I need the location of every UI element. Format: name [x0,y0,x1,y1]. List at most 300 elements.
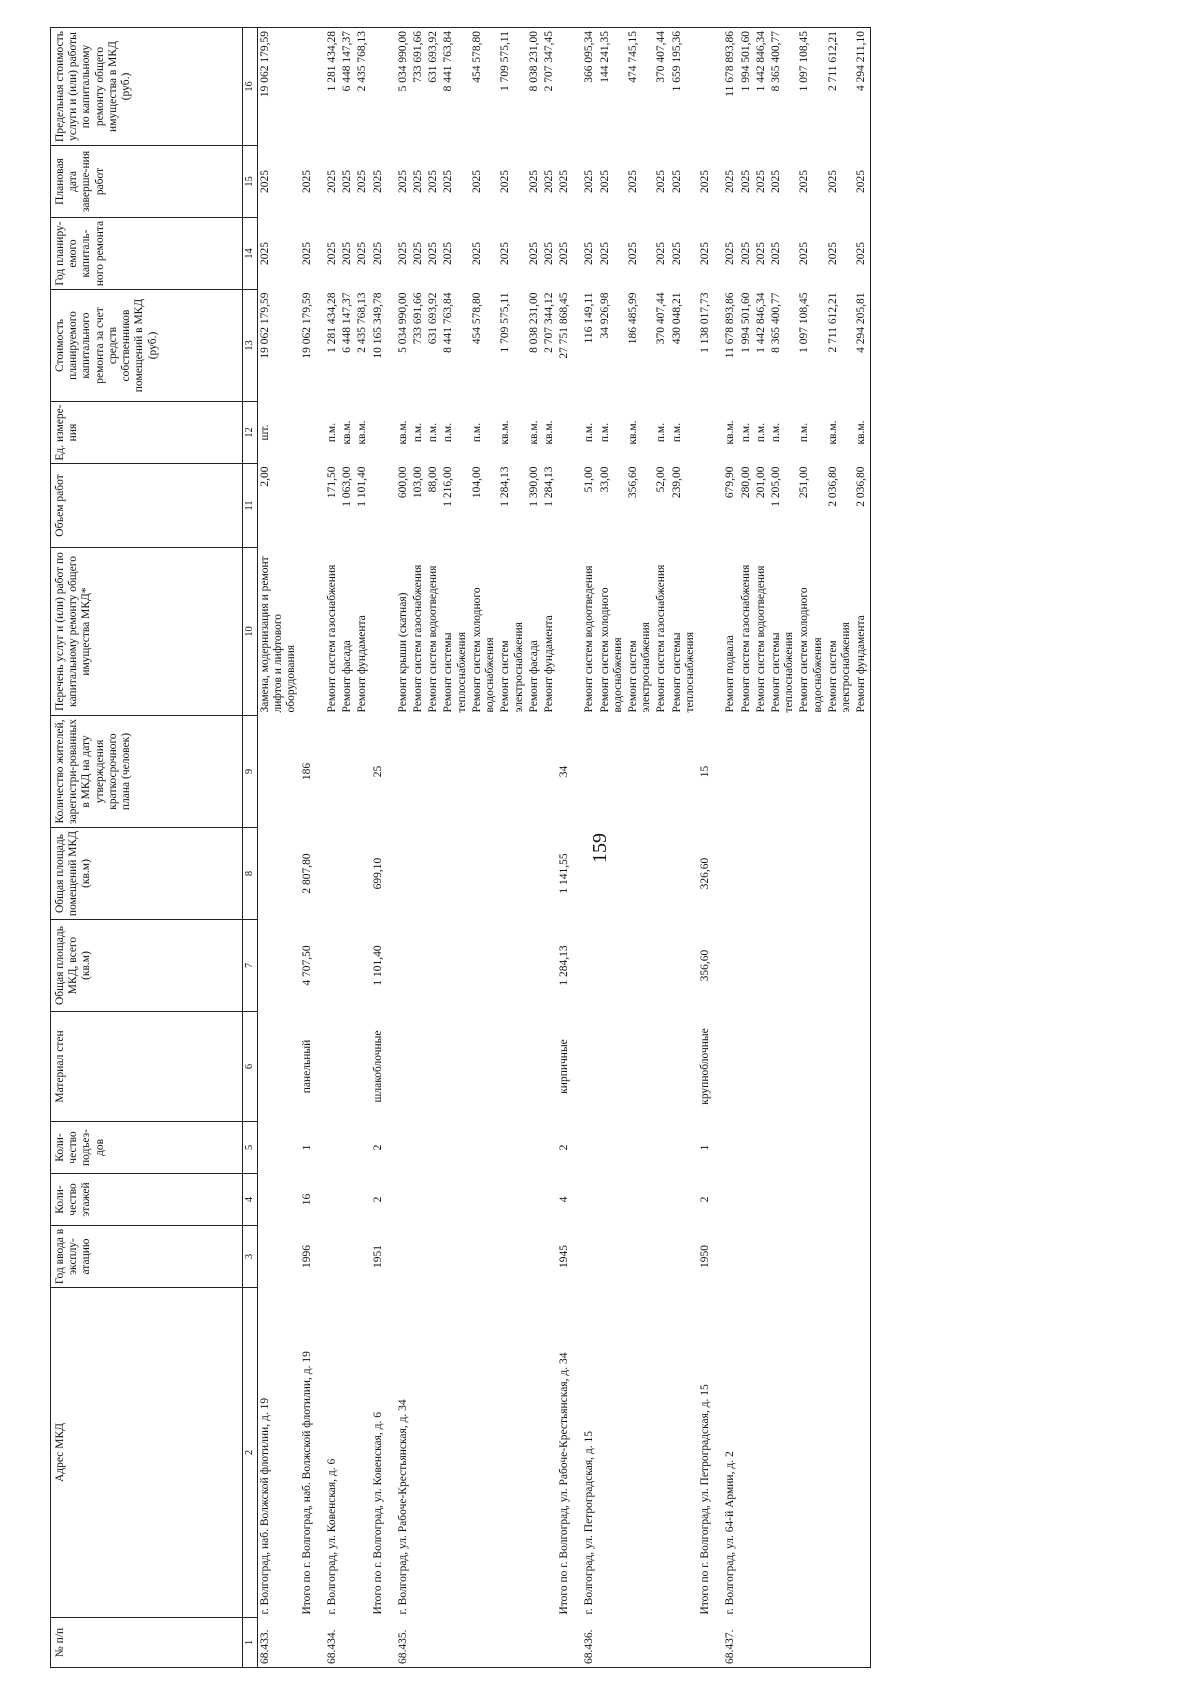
cell-unit: п.м. [754,422,767,443]
cell-planned-cost: 6 448 147,37 [341,292,354,353]
cell-work-volume: 679,90 [724,466,737,499]
cell-total-area [340,920,355,1012]
cell-planned-cost: 430 048,21 [670,292,683,345]
col-header-premises-area: Общая площадь помещений МКД (кв.м) [51,828,243,920]
cell-year-commissioned [542,1226,557,1288]
gap-cell [386,146,396,218]
cell-year-commissioned [582,1226,597,1288]
cell-unit: п.м. [739,422,752,443]
cell-planned-cost: 5 034 990,00 [396,292,409,353]
cell-max-cost: 1 994 501,60 [739,28,754,146]
gap-cell [713,402,723,464]
cell-work-type: Ремонт систем газоснабжения [325,564,338,713]
cell-wall-material [258,1012,300,1122]
gap-cell [315,402,325,464]
cell-residents: 186 [300,762,313,781]
cell-total-area: 4 707,50 [300,945,313,986]
cell-year-commissioned [826,1226,854,1288]
cell-row-number [441,1618,469,1668]
cell-max-cost: 11 678 893,86 [723,28,738,146]
cell-work-volume: 1 390,00 [527,466,540,507]
cell-residents [441,716,469,828]
col-header-wall-material: Материал стен [51,1012,243,1122]
cell-premises-area [542,828,557,920]
cell-unit: кв.м. [542,420,555,445]
cell-year-commissioned [854,1226,870,1288]
cell-total-area: 1 284,13 [558,945,571,986]
table-body [258,28,871,1668]
cell-unit: п.м. [655,422,668,443]
cell-row-number [300,1618,315,1668]
cell-work-volume: 239,00 [670,466,683,499]
cell-floors [598,1174,626,1226]
cell-year-commissioned [797,1226,825,1288]
gap-cell [315,548,325,716]
cell-work-type: Ремонт систем водоотведения [754,565,767,713]
gap-cell [572,290,582,402]
cell-max-cost: 2 707 347,45 [542,28,557,146]
cell-address: Итого по г. Волгоград, наб. Волжской флотилии, д. 19 [300,1351,313,1615]
cell-work-volume: 600,00 [396,466,409,499]
cell-wall-material [396,1012,411,1122]
cell-total-area [258,920,300,1012]
cell-premises-area [626,828,654,920]
cell-repair-year: 2025 [356,242,369,265]
cell-total-area [582,920,597,1012]
cell-max-cost: 1 281 434,28 [325,28,340,146]
table-row [542,28,557,1668]
cell-floors [826,1174,854,1226]
col-header-number: № п/п [51,1618,243,1668]
cell-planned-cost: 454 578,80 [470,292,483,345]
cell-work-volume: 2 036,80 [854,464,870,548]
cell-year-commissioned [527,1226,542,1288]
cell-premises-area [769,828,797,920]
column-number: 11 [243,464,258,548]
cell-address [340,1288,355,1618]
cell-row-number [854,1618,870,1668]
cell-wall-material [542,1012,557,1122]
cell-address [527,1288,542,1618]
cell-residents [739,716,754,828]
cell-entrances [670,1122,698,1174]
cell-floors [340,1174,355,1226]
column-number: 1 [243,1618,258,1668]
column-number: 6 [243,1012,258,1122]
table-row [355,28,370,1668]
col-header-planned-cost: Стоимость планируемого капитального ремонта за счет средств собственников помещений в МКД (руб.) [51,290,243,402]
cell-planned-cost: 10 165 349,78 [371,292,384,359]
cell-row-number [542,1618,557,1668]
cell-address [797,1288,825,1618]
cell-wall-material [769,1012,797,1122]
column-number: 8 [243,828,258,920]
cell-max-cost: 474 745,15 [626,28,654,146]
gap-cell [386,1226,396,1288]
cell-total-area [441,920,469,1012]
cell-wall-material [340,1012,355,1122]
cell-work-volume: 1 101,40 [356,466,369,507]
cell-year-commissioned [754,1226,769,1288]
cell-max-cost: 144 241,35 [598,28,626,146]
cell-repair-year: 2025 [371,242,384,265]
table-row [769,28,797,1668]
cell-wall-material [654,1012,669,1122]
cell-floors [441,1174,469,1226]
cell-completion-date: 2025 [724,170,737,193]
cell-address [670,1288,698,1618]
cell-repair-year: 2025 [396,242,409,265]
cell-entrances [769,1122,797,1174]
cell-premises-area [355,828,370,920]
cell-work-volume: 1 284,13 [499,466,512,507]
column-number: 16 [243,28,258,146]
cell-wall-material [797,1012,825,1122]
column-number: 13 [243,290,258,402]
cell-row-number [797,1618,825,1668]
cell-planned-cost: 4 294 205,81 [854,290,870,402]
cell-premises-area: 326,60 [699,857,712,890]
cell-wall-material [826,1012,854,1122]
gap-cell [315,218,325,290]
row-gap [572,28,582,1668]
column-number: 12 [243,402,258,464]
cell-wall-material [854,1012,870,1122]
cell-premises-area [754,828,769,920]
gap-cell [315,1226,325,1288]
cell-residents [411,716,426,828]
cell-premises-area [325,828,340,920]
cell-entrances: 2 [558,1144,571,1151]
cell-planned-cost: 186 485,99 [627,292,640,345]
row-gap [713,28,723,1668]
cell-total-area [797,920,825,1012]
cell-max-cost: 366 095,34 [582,28,597,146]
cell-max-cost: 2 435 768,13 [355,28,370,146]
cell-entrances [470,1122,498,1174]
cell-floors [396,1174,411,1226]
cell-entrances [654,1122,669,1174]
gap-cell [713,464,723,548]
cell-work-volume [557,464,572,548]
cell-premises-area [470,828,498,920]
cell-entrances [797,1122,825,1174]
table-row [325,28,340,1668]
gap-cell [386,1174,396,1226]
cell-completion-date: 2025 [527,170,540,193]
gap-cell [572,402,582,464]
cell-completion-date: 2025 [854,146,870,218]
cell-total-area [527,920,542,1012]
gap-cell [713,290,723,402]
table-row [723,28,738,1668]
cell-max-cost: 5 034 990,00 [396,28,411,146]
table-row [582,28,597,1668]
cell-work-volume: 201,00 [754,466,767,499]
cell-entrances [527,1122,542,1174]
cell-year-commissioned [498,1226,526,1288]
total-row [371,28,386,1668]
cell-unit: кв.м. [341,420,354,445]
cell-residents: 25 [371,765,384,778]
cell-entrances [498,1122,526,1174]
cell-premises-area: 699,10 [371,857,384,890]
table-row [470,28,498,1668]
cell-row-number [340,1618,355,1668]
cell-total-area [411,920,426,1012]
cell-entrances [355,1122,370,1174]
cell-row-number [698,1618,713,1668]
cell-premises-area [598,828,626,920]
cell-work-volume: 251,00 [798,466,811,499]
cell-premises-area [426,828,441,920]
cell-unit: п.м. [470,422,483,443]
cell-year-commissioned [411,1226,426,1288]
page-number: 159 [589,833,611,863]
table-row [411,28,426,1668]
cell-planned-cost: 1 281 434,28 [325,292,338,353]
cell-completion-date: 2025 [699,170,712,193]
cell-year-commissioned [723,1226,738,1288]
cell-entrances [723,1122,738,1174]
col-header-completion-date: Плановая дата заверше-ния работ [51,146,243,218]
cell-total-area [626,920,654,1012]
cell-year-commissioned: 1950 [699,1245,712,1268]
gap-cell [713,1012,723,1122]
cell-repair-year: 2025 [739,242,752,265]
cell-premises-area [670,828,698,920]
cell-max-cost: 1 097 108,45 [797,28,825,146]
cell-residents [670,716,698,828]
cell-address [411,1288,426,1618]
cell-floors [470,1174,498,1226]
cell-completion-date: 2025 [411,170,424,193]
cell-wall-material [626,1012,654,1122]
gap-cell [386,716,396,828]
gap-cell [386,28,396,146]
cell-completion-date: 2025 [558,170,571,193]
cell-completion-date: 2025 [655,170,668,193]
cell-wall-material [670,1012,698,1122]
col-header-max-cost: Предельная стоимость услуги и (или) работы по капитальному ремонту общего имущества в МКД (руб.) [51,28,243,146]
col-header-total-area: Общая площадь МКД, всего (кв.м) [51,920,243,1012]
cell-wall-material: шлакоблочные [371,1030,384,1103]
cell-year-commissioned: 1996 [300,1245,313,1268]
cell-wall-material [470,1012,498,1122]
cell-planned-cost: 2 435 768,13 [356,292,369,353]
cell-floors: 16 [300,1193,313,1206]
cell-entrances [582,1122,597,1174]
cell-row-number [498,1618,526,1668]
column-number: 10 [243,548,258,716]
cell-entrances [598,1122,626,1174]
cell-entrances [826,1122,854,1174]
gap-cell [386,1012,396,1122]
cell-repair-year: 2025 [341,242,354,265]
cell-planned-cost: 8 365 400,77 [770,292,782,353]
cell-address [739,1288,754,1618]
col-header-residents: Количество жителей, зарегистри-рованных в МКД на дату утверждения краткосрочного плана (человек) [51,716,243,828]
cell-premises-area [441,828,469,920]
cell-total-area [498,920,526,1012]
table-row [527,28,542,1668]
cell-completion-date: 2025 [442,170,455,193]
cell-work-type: Ремонт подвала [724,635,737,713]
cell-floors [723,1174,738,1226]
cell-entrances [739,1122,754,1174]
cell-floors [426,1174,441,1226]
cell-unit: п.м. [427,422,440,443]
cell-residents [582,716,597,828]
gap-cell [713,218,723,290]
cell-row-number: 68.436. [582,1618,597,1668]
cell-row-number [411,1618,426,1668]
cell-total-area [826,920,854,1012]
gap-cell [315,716,325,828]
cell-work-type: Ремонт систем холодного водоснабжения [798,587,824,713]
cell-floors [769,1174,797,1226]
cell-year-commissioned [258,1226,300,1288]
cell-completion-date: 2025 [826,170,839,193]
cell-work-type: Ремонт фундамента [854,548,870,716]
cell-address [754,1288,769,1618]
cell-row-number: 68.437. [723,1618,738,1668]
cell-completion-date: 2025 [427,170,440,193]
cell-work-volume: 1 284,13 [542,466,555,507]
cell-max-cost: 2 711 612,21 [826,28,854,146]
cell-planned-cost: 631 693,92 [427,292,440,345]
cell-work-type: Ремонт систем газоснабжения [655,564,668,713]
cell-year-commissioned [769,1226,797,1288]
cell-total-area [470,920,498,1012]
cell-floors [797,1174,825,1226]
cell-entrances [340,1122,355,1174]
cell-work-volume: 51,00 [583,466,596,493]
cell-max-cost: 8 365 400,77 [769,28,797,146]
cell-floors [542,1174,557,1226]
table-row [754,28,769,1668]
cell-address [626,1288,654,1618]
cell-floors [527,1174,542,1226]
cell-address: г. Волгоград, ул. Рабоче-Крестьянская, д. 34 [396,1399,409,1615]
gap-cell [315,464,325,548]
cell-total-area: 1 101,40 [371,945,384,986]
cell-unit: кв.м. [826,420,839,445]
table-row [626,28,654,1668]
cell-repair-year: 2025 [724,242,737,265]
cell-max-cost: 6 448 147,37 [340,28,355,146]
cell-work-type: Ремонт системы теплоснабжения [770,632,796,713]
cell-work-type: Ремонт системы теплоснабжения [670,632,696,713]
column-number: 2 [243,1288,258,1618]
total-row [698,28,713,1668]
cell-residents [258,716,300,828]
cell-wall-material [527,1012,542,1122]
cell-unit: п.м. [411,422,424,443]
cell-year-commissioned [396,1226,411,1288]
table-row [797,28,825,1668]
cell-entrances: 1 [699,1144,712,1151]
cell-address [542,1288,557,1618]
capital-repair-plan-table [50,28,1150,1668]
cell-residents [470,716,498,828]
cell-premises-area: 1 141,55 [558,853,571,894]
cell-wall-material [411,1012,426,1122]
cell-total-area [723,920,738,1012]
gap-cell [572,218,582,290]
gap-cell [572,920,582,1012]
cell-work-volume [371,464,386,548]
cell-completion-date: 2025 [470,170,483,193]
cell-repair-year: 2025 [427,242,440,265]
cell-premises-area [258,828,300,920]
cell-residents [325,716,340,828]
column-number: 15 [243,146,258,218]
table-row [598,28,626,1668]
cell-work-volume: 1 205,00 [770,466,782,507]
cell-unit: п.м. [442,422,455,443]
cell-repair-year: 2025 [442,242,455,265]
cell-premises-area [498,828,526,920]
gap-cell [572,1226,582,1288]
cell-entrances [258,1122,300,1174]
cell-unit: п.м. [670,422,683,443]
cell-floors [854,1174,870,1226]
cell-premises-area [396,828,411,920]
cell-address [441,1288,469,1618]
cell-year-commissioned [470,1226,498,1288]
cell-unit: кв.м. [356,420,369,445]
cell-repair-year: 2025 [411,242,424,265]
cell-row-number: 68.434. [325,1618,340,1668]
cell-max-cost: 8 441 763,84 [441,28,469,146]
column-number: 5 [243,1122,258,1174]
cell-year-commissioned [626,1226,654,1288]
cell-total-area: 356,60 [699,949,712,982]
cell-residents [598,716,626,828]
cell-entrances: 1 [300,1144,313,1151]
gap-cell [572,146,582,218]
cell-unit: кв.м. [627,420,640,445]
cell-wall-material: панельный [300,1039,313,1094]
cell-repair-year: 2025 [325,242,338,265]
cell-residents [626,716,654,828]
cell-address [769,1288,797,1618]
cell-total-area [542,920,557,1012]
cell-premises-area [527,828,542,920]
cell-work-type: Ремонт фундамента [542,615,555,713]
cell-total-area [854,920,870,1012]
gap-cell [386,464,396,548]
cell-repair-year: 2025 [259,242,271,265]
gap-cell [713,1618,723,1668]
cell-completion-date: 2025 [325,170,338,193]
cell-floors [325,1174,340,1226]
gap-cell [713,716,723,828]
cell-work-volume: 33,00 [598,466,611,493]
cell-year-commissioned [654,1226,669,1288]
cell-year-commissioned [355,1226,370,1288]
cell-floors [582,1174,597,1226]
gap-cell [386,1122,396,1174]
cell-completion-date: 2025 [798,170,811,193]
cell-max-cost: 1 442 846,34 [754,28,769,146]
gap-cell [572,828,582,920]
cell-max-cost: 1 659 195,36 [670,28,698,146]
cell-completion-date: 2025 [670,170,683,193]
cell-planned-cost: 8 038 231,00 [527,292,540,353]
cell-address: Итого по г. Волгоград, ул. Ковенская, д. 6 [371,1411,384,1615]
